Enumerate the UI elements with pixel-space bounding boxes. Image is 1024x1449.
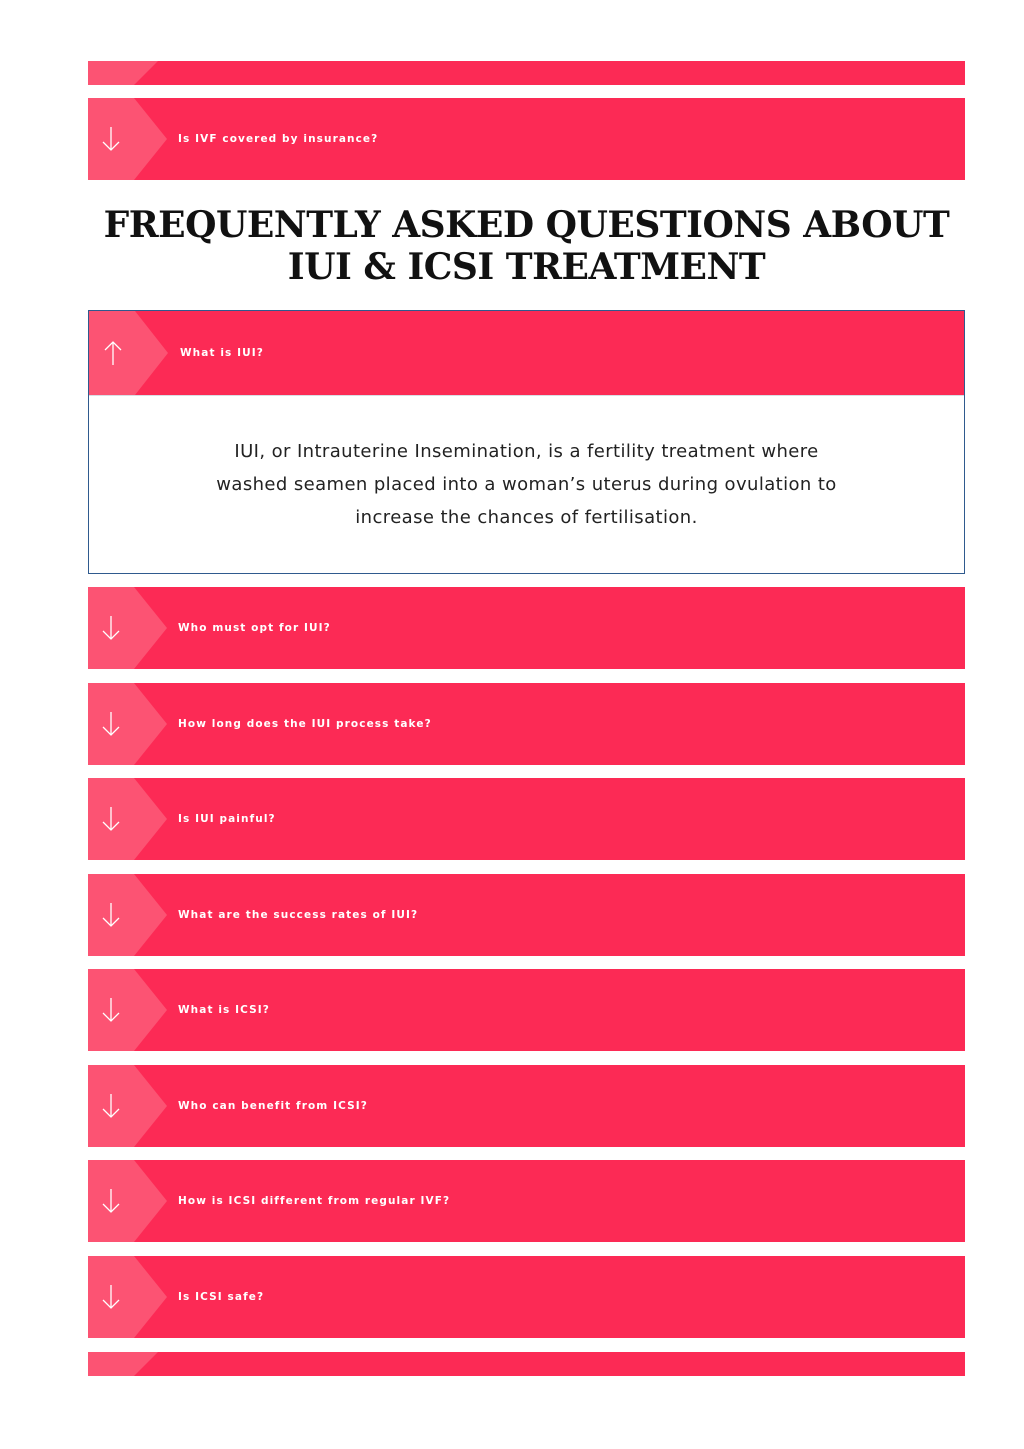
faq-item-notch — [134, 1256, 167, 1338]
faq-item-notch — [134, 1065, 167, 1147]
arrow-down-icon — [100, 1186, 122, 1216]
faq-item-ivf-insurance[interactable] — [88, 98, 965, 180]
faq-item-notch — [134, 969, 167, 1051]
arrow-down-icon — [100, 124, 122, 154]
faq-item-who-benefits-icsi[interactable] — [88, 1065, 965, 1147]
faq-item-notch — [134, 98, 167, 180]
faq-item-iui-success-rates[interactable] — [88, 874, 965, 956]
faq-item-notch — [134, 61, 158, 85]
arrow-down-icon — [100, 1091, 122, 1121]
arrow-down-icon — [100, 709, 122, 739]
arrow-down-icon — [100, 1282, 122, 1312]
faq-item-notch — [135, 311, 168, 395]
arrow-up-icon — [102, 338, 124, 368]
arrow-down-icon — [100, 995, 122, 1025]
faq-item-icsi-safe[interactable] — [88, 1256, 965, 1338]
faq-item-what-is-iui-expanded — [88, 310, 965, 574]
faq-item-notch — [134, 1352, 158, 1376]
faq-item-iui-painful[interactable] — [88, 778, 965, 860]
faq-item-what-is-icsi[interactable] — [88, 969, 965, 1051]
faq-answer — [169, 435, 884, 534]
faq-question: What is ICSI? — [178, 1004, 270, 1016]
page-title-line-2: IUI & ICSI TREATMENT — [287, 246, 766, 288]
faq-item-notch — [134, 1160, 167, 1242]
faq-item-iui-duration[interactable] — [88, 683, 965, 765]
faq-item-notch — [134, 874, 167, 956]
faq-answer-line-1: IUI, or Intrauterine Insemination, is a fertility treatment where — [234, 441, 819, 462]
faq-question: Is IUI painful? — [178, 813, 276, 825]
faq-item-notch — [134, 683, 167, 765]
page-title — [88, 204, 965, 288]
faq-item-notch — [134, 778, 167, 860]
faq-question: How long does the IUI process take? — [178, 718, 432, 730]
faq-question: How is ICSI different from regular IVF? — [178, 1195, 451, 1207]
faq-item-what-is-iui[interactable] — [89, 311, 964, 396]
faq-item-who-must-opt-iui[interactable] — [88, 587, 965, 669]
faq-item-tab — [88, 61, 134, 85]
faq-question: What are the success rates of IUI? — [178, 909, 419, 921]
faq-answer-line-3: increase the chances of fertilisation. — [355, 507, 698, 528]
faq-item-partial-top[interactable] — [88, 61, 965, 85]
faq-item-icsi-vs-ivf[interactable] — [88, 1160, 965, 1242]
faq-question: Who must opt for IUI? — [178, 622, 331, 634]
faq-item-partial-bottom[interactable] — [88, 1352, 965, 1376]
faq-question: What is IUI? — [180, 347, 264, 359]
faq-item-tab — [88, 1352, 134, 1376]
faq-question: Is IVF covered by insurance? — [178, 133, 379, 145]
faq-question: Is ICSI safe? — [178, 1291, 265, 1303]
faq-item-notch — [134, 587, 167, 669]
faq-question: Who can benefit from ICSI? — [178, 1100, 368, 1112]
faq-answer-line-2: washed seamen placed into a woman’s uterus during ovulation to — [216, 474, 837, 495]
arrow-down-icon — [100, 613, 122, 643]
arrow-down-icon — [100, 900, 122, 930]
page-title-line-1: FREQUENTLY ASKED QUESTIONS ABOUT — [103, 204, 950, 246]
arrow-down-icon — [100, 804, 122, 834]
